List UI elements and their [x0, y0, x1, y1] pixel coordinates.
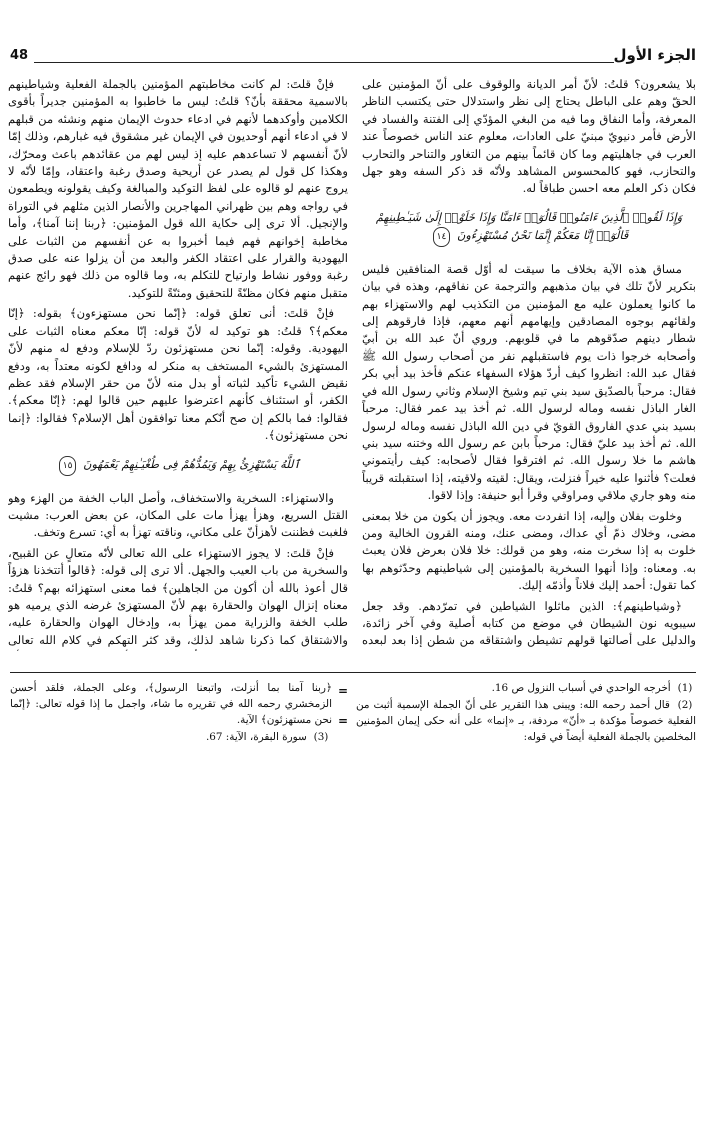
footnote-text: سورة البقرة، الآية: 67.	[205, 731, 307, 743]
left-column	[8, 76, 348, 651]
paragraph: فإنْ قلتَ: لم كانت مخاطبتهم المؤمنين بالجملة الفعلية وشياطينهم بالاسمية محققة بأنّ؟ قلتُ: ليس ما خاطبوا به المؤمنين جديراً بأقوى الكلامين وأوكدهما لأنهم في ادعاء حدوث الإيمان منهم ونشئه من قبلهم لا في ادعاء أنهم أوحديون في الإيمان غير مشقوق فيه غبارهم، وذلك إمّا لأنّ أنفسهم لا تساعدهم عليه إذ ليس لهم من عقائدهم باعث ومحرّك، وهكذا كل قول لم يصدر عن أريحية وصدق رغبة واعتقاد، وإمّا لأنّه لا يروج عنهم لو قالوه على لفظ التوكيد والمبالغة وكيف يقولونه ويطمعون في رواجه وهم بين ظهراني المهاجرين والأنصار الذين مثلهم في التوراة والإنجيل. ألا ترى إلى حكاية الله قول المؤمنين: ﴿ربنا إننا آمنا﴾، وأما مخاطبة إخوانهم فهم فيما أخبروا به عن أنفسهم من الثبات على اليهودية والقرار على اعتقاد الكفر والبعد من أن يزلوا عنه على صدق رغبة ووفور نشاط وارتياح للتكلم به، وما قالوه من ذلك فهو رائج عنهم متقبل منهم فكان مظنّةً للتحقيق ومئنّةً للتوكيد.	[8, 77, 348, 300]
footnotes-right	[356, 680, 696, 746]
footnote-text: قال أحمد رحمه الله: ويبنى هذا التقرير على أنّ الجملة الإسمية أثبت من الفعلية خصوصاً مؤكدة بـ «أنّ» مردفة، بـ «إنما» على أنه حكى إيمان المؤمنين المخلصين بالجملة الفعلية أيضاً في قوله:	[356, 699, 696, 743]
footnote-text: ﴿ربنا آمنا بما أنزلت، واتبعنا الرسول﴾، وعلى الجملة، فلقد أحسن الزمخشري رحمه الله في تقريره ما شاء، واجمل ما إذا قوله تعالى: ﴿إنّما نحن مستهزئون﴾ الآية.	[10, 682, 332, 726]
footnote-number: (2)	[677, 699, 693, 711]
page-number: 48	[10, 48, 29, 63]
footnote	[10, 680, 332, 728]
verse-number: ١٥	[59, 456, 77, 476]
right-column	[362, 76, 696, 651]
paragraph: بلا يشعرون؟ قلتُ: لأنّ أمر الديانة والوقوف على أنّ المؤمنين على الحقّ وهم على الباطل يحتاج إلى نظر واستدلال حتى يكتسب الناظر المعرفة، وأما النفاق وما فيه من البغي المؤدّي إلى الفتنة والفساد في الأرض فأمر دنيويّ مبنيّ على العادات، معلوم عند الناس خصوصاً عند العرب في جاهليتهم وما كان قائماً بينهم من التغاور والتناحر والتحارب والتحازب، فهو كالمحسوس المشاهد ولأنّه قد ذكر السفه وهو جهل فكان ذكر العلم معه احسن طباقاً له.	[362, 77, 696, 196]
footnote-number: (3)	[313, 731, 329, 743]
verse-number: ١٤	[433, 227, 451, 247]
verse-text: ٱللَّهُ يَسْتَهْزِئُ بِهِمْ وَيَمُدُّهُمْ فِى طُغْيَـٰنِهِمْ يَعْمَهُونَ	[83, 456, 301, 471]
header-rule	[34, 62, 614, 63]
footnote-text: أخرجه الواحدي في أسباب النزول ص 16.	[491, 682, 671, 694]
paragraph: ﴿وشياطينهم﴾: الذين ماثلوا الشياطين في تمرّدهم. وقد جعل سيبويه نون الشيطان في موضع من كتابه أصلية وفي آخر زائدة، والدليل على أصالتها قولهم تشيطن واشتقاقه من شطن إذا بعد لبعده	[362, 598, 696, 648]
paragraph: فإنْ قلتَ: لا يجوز الاستهزاء على الله تعالى لأنّه متعالٍ عن القبيح، والسخرية من باب العيب والجهل. ألا ترى إلى قوله: ﴿قالوا أتتخذنا هزؤاً قال أعوذ بالله أن أكون من الجاهلين﴾ فما معنى استهزائه بهم؟ قلتُ: معناه إنزال الهوان والحقارة بهم لأنّ المستهزئ غرضه الذي يرميه هو طلب الخفة والزراية ممن يهزأ به، وإدخال الهوان والحقارة عليه، والاشتقاق كما ذكرنا شاهد لذلك، وقد كثر التهكم في كلام الله تعالى	[8, 545, 348, 647]
paragraph: مساق هذه الآية بخلاف ما سيقت له أوّل قصة المنافقين فليس بتكرير لأنّ تلك في بيان مذهبهم والترجمة عن نفاقهم، وهذه في بيان ما كانوا يعملون عليه مع المؤمنين من التكذيب لهم والاستهزاء بهم ولقائهم بوجوه المصادقين وإيهامهم أنهم معهم، فإذا فارقوهم إلى شطار دينهم صدّقوهم ما في قلوبهم. وروي أنّ عبد الله بن أبيّ وأصحابه خرجوا ذات يوم فاستقبلهم نفر من أصحاب رسول الله ﷺ فقال عبد الله: انظروا كيف أردّ هؤلاء السفهاء عنكم فأخذ بيد أبي بكر فقال: مرحباً بالصدّيق سيد بني تيم وشيخ الإسلام وثاني رسول الله في الغار الباذل نفسه وماله لرسول الله. ثم أخذ بيد عمر فقال: مرحباً بسيد بني عدي الفاروق القويّ في دين الله الباذل نفسه وماله لرسول الله. ثم أخذ بيد عليّ فقال: مرحباً بابن عم رسول الله وختنه سيد بني هاشم ما خلا رسول الله. ثم افترقوا فقال لأصحابه: كيف رأيتموني فعلت؟ فأثنوا عليه خيراً فنزلت، ويقال: لقيته ولاقيته، إذا استقبلته قريباً منه وهو جاري ملاقي ومراوقي وقرأ أبو حنيفة: وإذا لاقوا.	[362, 261, 696, 503]
footnote-number: (1)	[677, 682, 693, 694]
footnote	[356, 680, 696, 696]
paragraph: وخلوت بفلان وإليه، إذا انفردت معه. ويجوز أن يكون من خلا بمعنى مضى، وخلاك ذمّ أي عداك، ومضى عنك، ومنه القرون الخالية ومن خلوت به إذا سخرت منه، وهو من قولك: خلا فلان بعرض فلان يعبث به. ومعناه: وإذا أنهوا السخرية بالمؤمنين إلى شياطينهم وحدّثوهم بها كما تقول: أحمد إليك فلاناً وأذمّه إليك.	[362, 508, 696, 593]
quran-verse	[12, 455, 344, 476]
page-header	[10, 46, 696, 70]
part-title: الجزء الأول	[613, 46, 696, 64]
continuation-mark: =	[338, 684, 349, 698]
footnote	[356, 697, 696, 745]
paragraph: فإنْ قلتَ: أنى تعلق قوله: ﴿إنّما نحن مستهزءون﴾ بقوله: ﴿إنّا معكم﴾؟ قلتُ: هو توكيد له لأنّ قوله: إنّا معكم معناه الثبات على اليهودية. وقوله: إنّما نحن مستهزئون ردّ للإسلام ودفع له منهم لأنّ المستهزئ بالشيء المستخف به منكر له ودافع لكونه معتداً به، ودفع نقيض الشيء تأكيد لثباته أو بدل منه لأنّ من حقر الإسلام فقد عظم الكفر، أو استئناف كأنهم اعترضوا عليهم حين قالوا لهم: ﴿إنّا معكم﴾. فقالوا: فما بالكم إن صح أنّكم معنا توافقون أهل الإسلام؟ فقالوا: ﴿إنما نحن مستهزئون﴾.	[8, 306, 348, 443]
footnotes-left	[10, 680, 332, 746]
footnote-divider	[10, 672, 696, 673]
continuation-mark: =	[338, 714, 349, 728]
quran-verse	[366, 208, 692, 247]
verse-text: وَإِذَا لَقُوا۟ ٱلَّذِينَ ءَامَنُوا۟ قَالُوٓا۟ ءَامَنَّا وَإِذَا خَلَوْا۟ إِلَىٰ شَيَـٰطِينِهِمْ قَالُوٓا۟ إِنَّا مَعَكُمْ إِنَّمَا نَحْنُ مُسْتَهْزِءُونَ	[375, 209, 683, 242]
paragraph: والاستهزاء: السخرية والاستخفاف، وأصل الباب الخفة من الهزء وهو القتل السريع، وهزأ يهزأ مات على المكان، عن بعض العرب: مشيت فلغبت فظننت لأهزأنّ على مكاني، وناقته تهزأ به أي: تسرع وتخف.	[8, 490, 348, 540]
footnote	[10, 729, 332, 745]
